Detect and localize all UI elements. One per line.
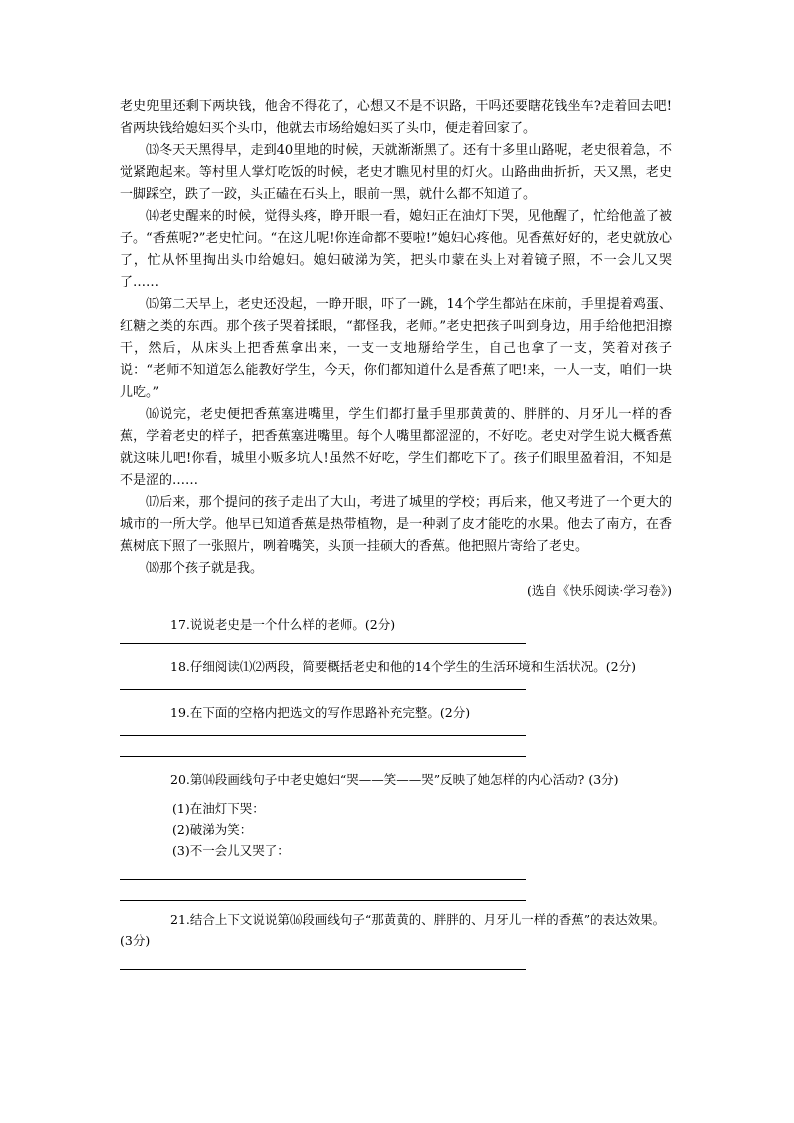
- question-21: 21.结合上下文说说第⒃段画线句子“那黄黄的、胖胖的、月牙儿一样的香蕉”的表达效果。(3分): [120, 912, 666, 948]
- answer-line-21[interactable]: [120, 969, 526, 970]
- question-19: 19.在下面的空格内把选文的写作思路补充完整。(2分): [170, 705, 471, 720]
- question-18: 18.仔细阅读⑴⑵两段，简要概括老史和他的14个学生的生活环境和生活状况。(2分): [170, 659, 636, 674]
- paragraph-18: ⒅那个孩子就是我。: [146, 561, 264, 576]
- source-citation: (选自《快乐阅读·学习卷》): [527, 583, 672, 598]
- document-page: [120, 96, 672, 970]
- question-20-sub-1: (1)在油灯下哭：: [172, 801, 265, 816]
- paragraph-16: ⒃说完，老史便把香蕉塞进嘴里，学生们都打量手里那黄黄的、胖胖的、月牙儿一样的香蕉，学着老史的样子，把香蕉塞进嘴里。每个人嘴里都涩涩的，不好吃。老史对学生说大概香蕉就这味儿吧!你看，城里小贩多坑人!虽然不好吃，学生们都吃下了。孩子们眼里盈着泪，不知是不是涩的……: [120, 407, 672, 488]
- paragraph-13: ⒀冬天天黑得早，走到40里地的时候，天就渐渐黑了。还有十多里山路呢，老史很着急，不觉紧跑起来。等村里人掌灯吃饭的时候，老史才瞧见村里的灯火。山路曲曲折折，天又黑，老史一脚踩空，跌了一跤，头正磕在石头上，眼前一黑，就什么都不知道了。: [120, 143, 672, 202]
- question-20-sub-2: (2)破涕为笑：: [172, 822, 253, 837]
- question-17: 17.说说老史是一个什么样的老师。(2分): [170, 617, 396, 632]
- question-20: 20.第⒁段画线句子中老史媳妇“哭——笑——哭”反映了她怎样的内心活动? (3分): [170, 772, 619, 787]
- paragraph-12-continued: 老史兜里还剩下两块钱，他舍不得花了，心想又不是不识路，干吗还要瞎花钱坐车?走着回去吧!省两块钱给媳妇买个头巾，他就去市场给媳妇买了头巾，便走着回家了。: [120, 99, 672, 136]
- question-20-sub-3: (3)不一会儿又哭了：: [172, 843, 290, 858]
- paragraph-15: ⒂第二天早上，老史还没起，一睁开眼，吓了一跳，14个学生都站在床前，手里提着鸡蛋、红糖之类的东西。那个孩子哭着揉眼，“都怪我，老师。”老史把孩子叫到身边，用手给他把泪擦干，然后，从床头上把香蕉拿出来，一支一支地掰给学生，自己也拿了一支，笑着对孩子说：“老师不知道怎么能教好学生，今天，你们都知道什么是香蕉了吧!来，一人一支，咱们一块儿吃。”: [120, 297, 672, 400]
- paragraph-14: ⒁老史醒来的时候，觉得头疼，睁开眼一看，媳妇正在油灯下哭，见他醒了，忙给他盖了被子。“香蕉呢?”老史忙问。“在这儿呢!你连命都不要啦!”媳妇心疼他。见香蕉好好的，老史就放心了，忙从怀里掏出头巾给媳妇。媳妇破涕为笑，把头巾蒙在头上对着镜子照，不一会儿又哭了……: [120, 209, 672, 290]
- paragraph-17: ⒄后来，那个提问的孩子走出了大山，考进了城里的学校；再后来，他又考进了一个更大的城市的一所大学。他早已知道香蕉是热带植物，是一种剥了皮才能吃的水果。他去了南方，在香蕉树底下照了一张照片，咧着嘴笑，头顶一挂硕大的香蕉。他把照片寄给了老史。: [120, 495, 672, 554]
